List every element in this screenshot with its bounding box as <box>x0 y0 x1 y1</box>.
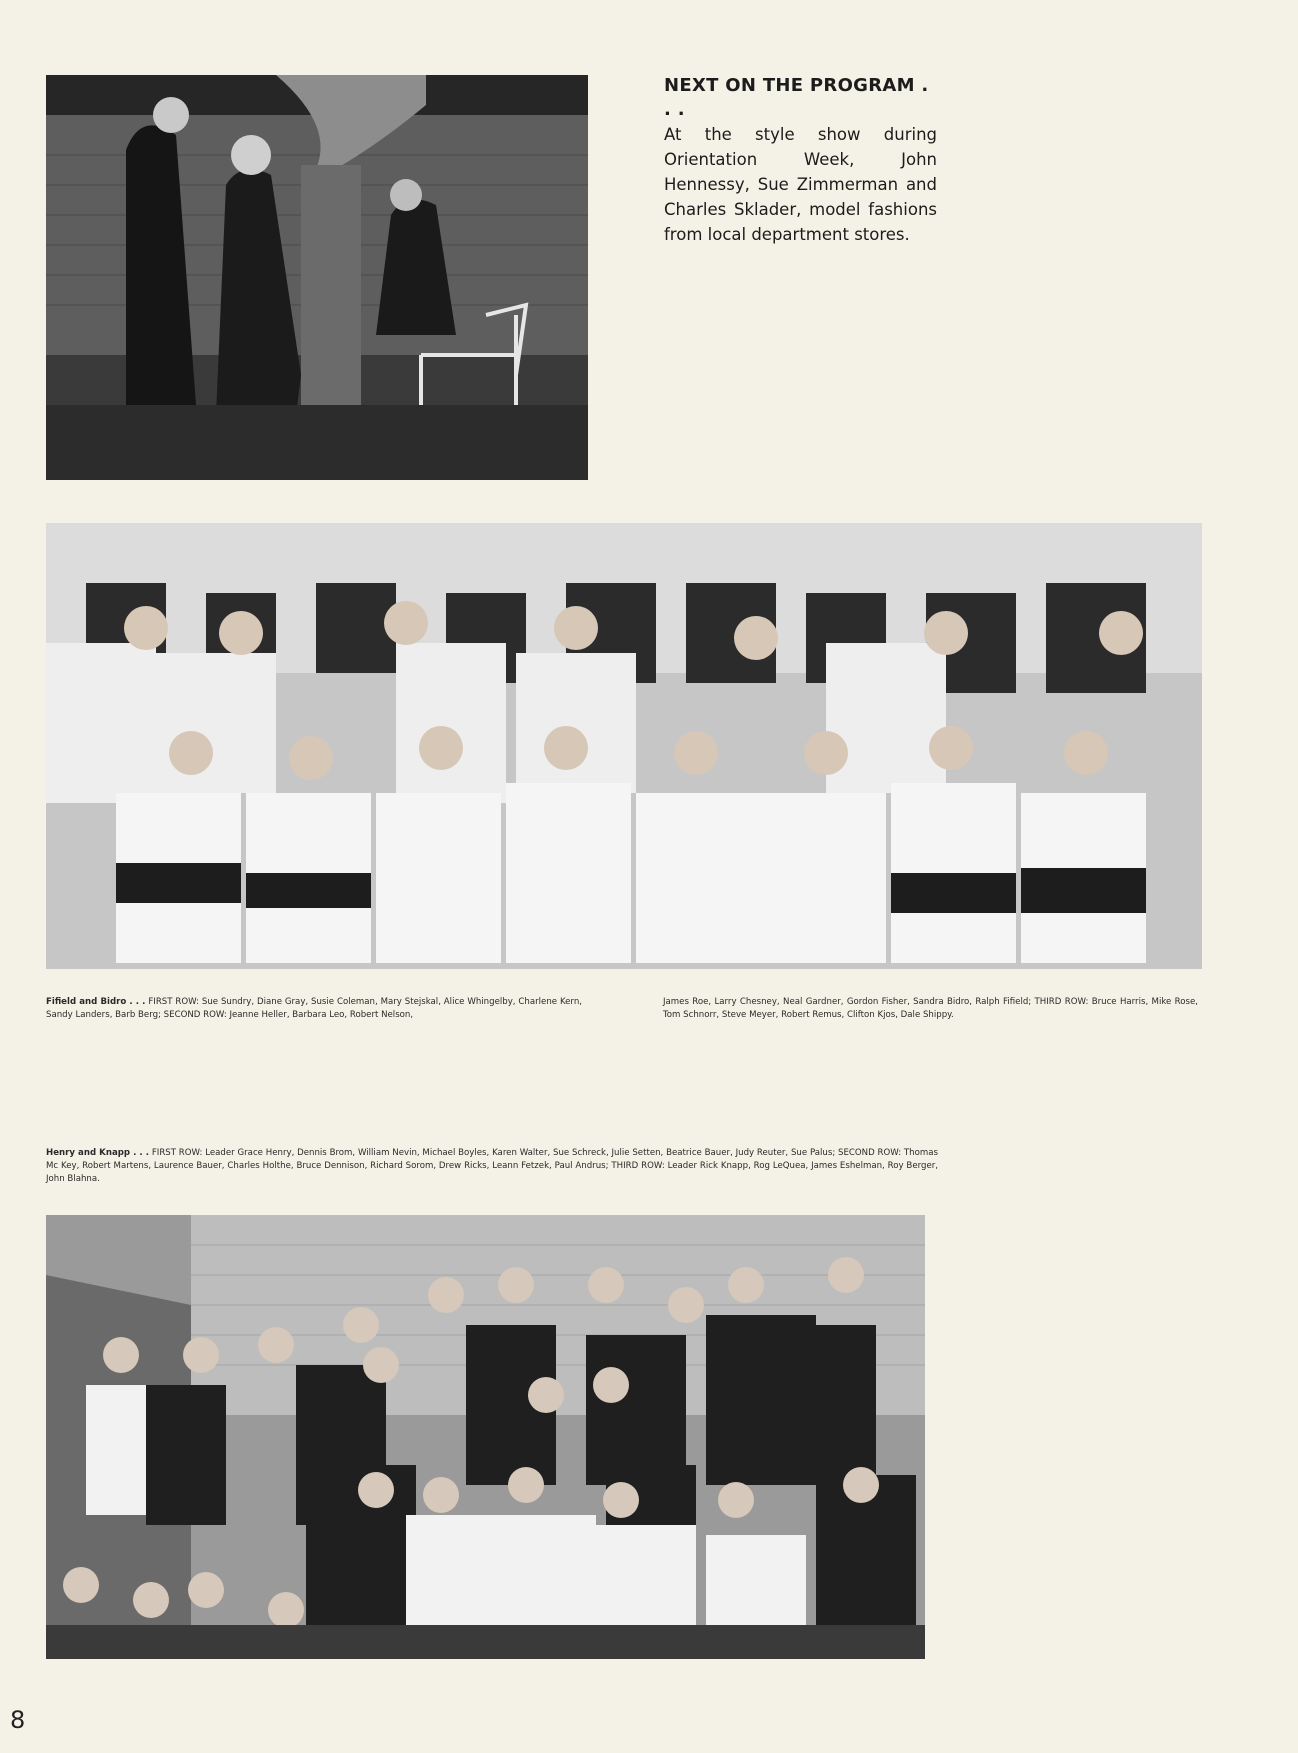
fashion-show-photo <box>46 75 588 480</box>
henry-knapp-group-photo <box>46 1215 925 1659</box>
fifield-bidro-caption-text-right: James Roe, Larry Chesney, Neal Gardner, Gordon Fisher, Sandra Bidro, Ralph Fifield; THIRD ROW: Bruce Harris, Mike Rose, Tom Schnorr, Steve Meyer, Robert Remus, Clifton Kjos, Dale Shippy. <box>663 997 1198 1020</box>
fifield-bidro-caption-right <box>663 996 1198 1022</box>
page-number: 8 <box>10 1706 26 1734</box>
fifield-bidro-caption-name: Fifield and Bidro . . . <box>46 997 146 1007</box>
fifield-bidro-caption-text-left: FIRST ROW: Sue Sundry, Diane Gray, Susie Coleman, Mary Stejskal, Alice Whingelby, Charlene Kern, Sandy Landers, Barb Berg; SECOND ROW: Jeanne Heller, Barbara Leo, Robert Nelson, <box>46 997 582 1020</box>
henry-knapp-caption-text: FIRST ROW: Leader Grace Henry, Dennis Brom, William Nevin, Michael Boyles, Karen Walter, Sue Schreck, Julie Setten, Beatrice Bauer, Judy Reuter, Sue Palus; SECOND ROW: Thomas Mc Key, Robert Martens, Laurence Bauer, Charles Holthe, Bruce Dennison, Richard Sorom, Drew Ricks, Leann Fetzek, Paul Andrus; THIRD ROW: Leader Rick Knapp, Rog LeQuea, James Eshelman, Roy Berger, John Blahna. <box>46 1148 939 1184</box>
feature-caption <box>664 74 937 247</box>
feature-caption-title: NEXT ON THE PROGRAM . . . <box>664 75 929 120</box>
feature-caption-body: At the style show during Orientation Week, John Hennessy, Sue Zimmerman and Charles Sklader, model fashions from local department stores. <box>664 125 937 244</box>
henry-knapp-caption-name: Henry and Knapp . . . <box>46 1148 150 1158</box>
fifield-bidro-group-photo <box>46 523 1202 969</box>
fifield-bidro-caption-left <box>46 996 582 1022</box>
henry-knapp-caption <box>46 1147 938 1186</box>
